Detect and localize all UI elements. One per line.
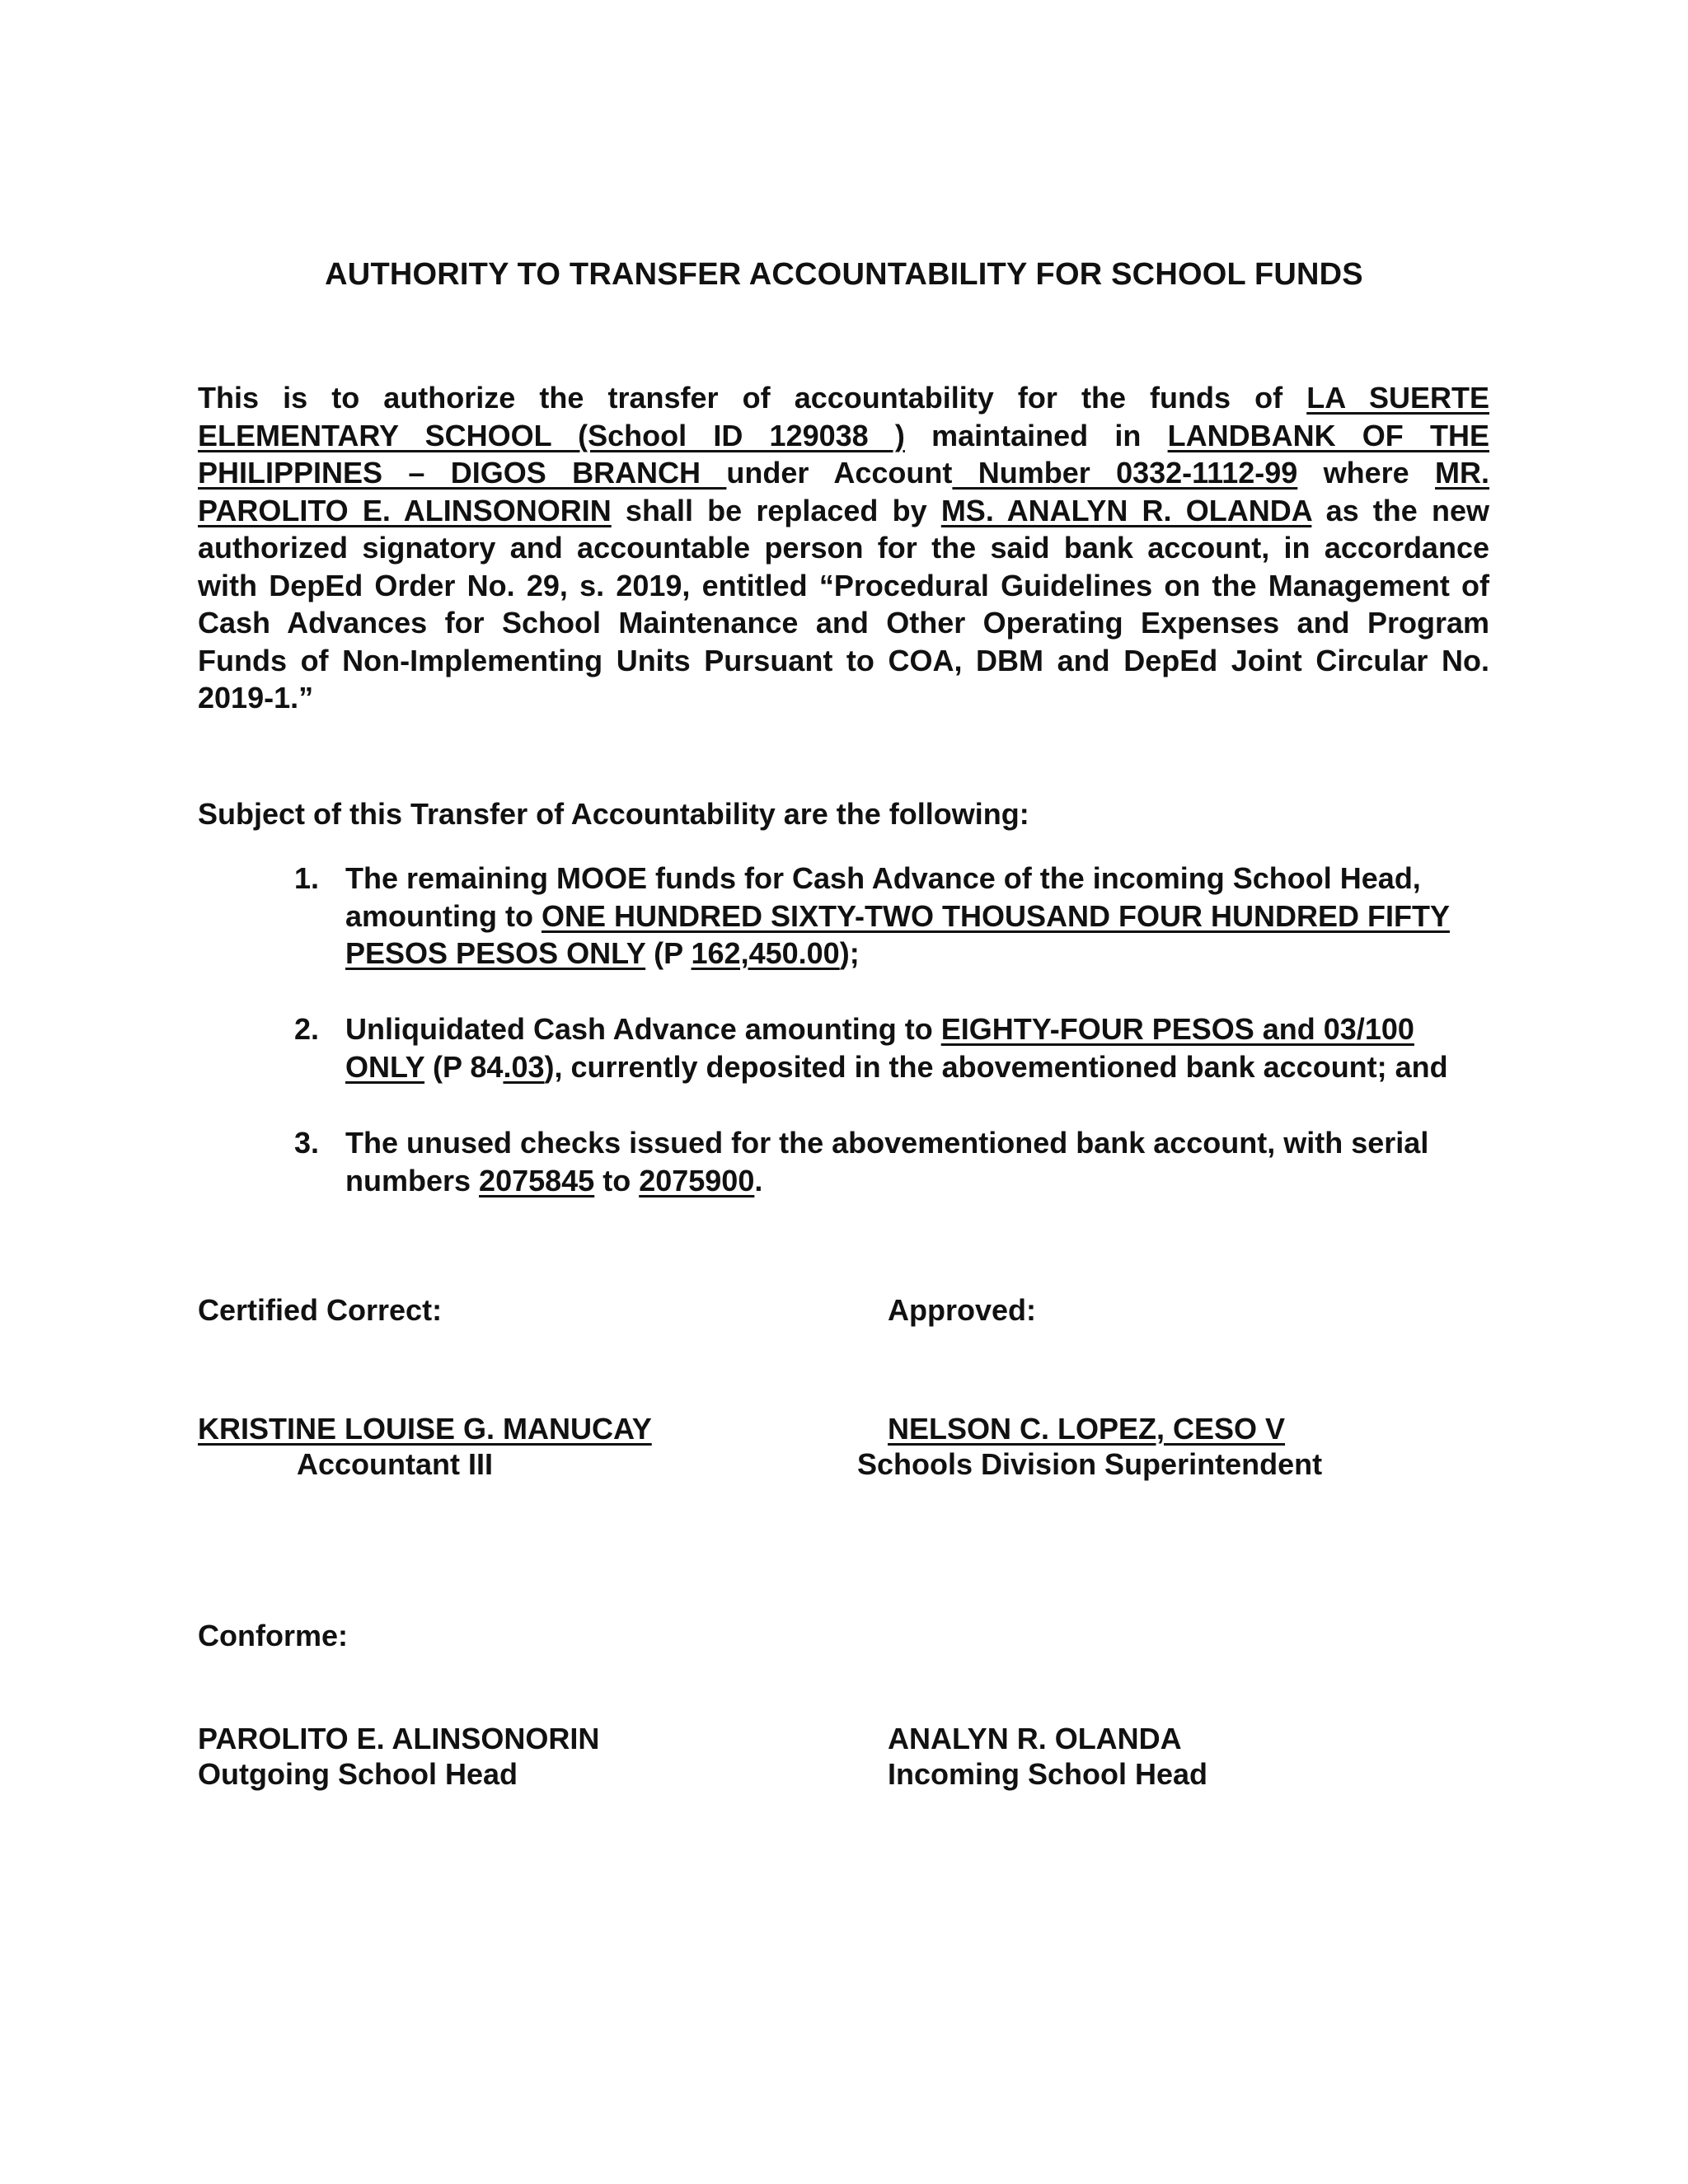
approver-title: Schools Division Superintendent: [857, 1447, 1323, 1481]
school-name: LA SUERTE ELEMENTARY SCHOOL (School ID 129038 ): [198, 381, 1489, 452]
list-text: The remaining MOOE funds for Cash Advance of the incoming School Head, amounting to: [345, 861, 1421, 933]
amount-in-words: EIGHTY-FOUR PESOS and 03/100 ONLY: [345, 1012, 1414, 1084]
outgoing-head-block: [198, 1721, 599, 1792]
paragraph-text: under Account: [726, 456, 953, 490]
conforme-label: Conforme:: [198, 1619, 348, 1652]
paragraph-text: where: [1297, 456, 1435, 490]
paragraph-text: as the new authorized signatory and accountable person for the said bank account, in accordance with DepEd Order No. 29, s. 2019, entitled “Procedural Guidelines on the Management of Cash Advances for School Maintenance and Other Operating Expenses and Program Funds of Non-Implementing Units Pursuant to COA, DBM and DepEd Joint Circular No. 2019-1.”: [198, 493, 1490, 715]
list-item: [294, 1010, 1498, 1085]
document-title: AUTHORITY TO TRANSFER ACCOUNTABILITY FOR SCHOOL FUNDS: [325, 257, 1363, 292]
list-text: The unused checks issued for the abovementioned bank account, with serial numbers: [345, 1126, 1429, 1197]
list-number: 3.: [294, 1126, 320, 1160]
incoming-signatory: MS. ANALYN R. OLANDA: [940, 493, 1312, 527]
certifier-name: KRISTINE LOUISE G. MANUCAY: [198, 1412, 652, 1446]
serial-start: 2075845: [479, 1163, 595, 1197]
list-number: 1.: [294, 861, 320, 895]
certified-correct-label: Certified Correct:: [198, 1293, 443, 1327]
approver-name: NELSON C. LOPEZ, CESO V: [888, 1412, 1286, 1446]
list-number: 2.: [294, 1012, 320, 1046]
amount-in-words: ONE HUNDRED SIXTY-TWO THOUSAND FOUR HUNDRED FIFTY PESOS PESOS ONLY: [345, 898, 1450, 970]
list-text: to: [594, 1163, 640, 1197]
outgoing-head-name: PAROLITO E. ALINSONORIN: [198, 1722, 600, 1755]
certifier-block: [198, 1411, 652, 1482]
list-text: .: [754, 1163, 763, 1197]
authorization-paragraph: [198, 379, 1489, 717]
account-number: Number 0332-1112-99: [952, 456, 1298, 490]
incoming-head-block: [888, 1721, 1207, 1792]
incoming-head-name: ANALYN R. OLANDA: [888, 1722, 1182, 1755]
outgoing-head-title: Outgoing School Head: [198, 1757, 518, 1791]
list-item: [294, 860, 1498, 972]
list-text: ), currently deposited in the abovementioned bank account; and: [544, 1049, 1448, 1084]
subject-heading: Subject of this Transfer of Accountability are the following:: [198, 797, 1029, 831]
amount-in-figures: 162,450.00: [691, 936, 840, 970]
outgoing-signatory: MR. PAROLITO E. ALINSONORIN: [198, 456, 1489, 527]
paragraph-text: This is to authorize the transfer of accountability for the funds of: [198, 381, 1307, 415]
paragraph-text: maintained in: [904, 418, 1168, 452]
certifier-title: Accountant III: [297, 1447, 494, 1481]
serial-end: 2075900: [639, 1163, 755, 1197]
paragraph-text: shall be replaced by: [611, 493, 941, 527]
bank-name: LANDBANK OF THE PHILIPPINES – DIGOS BRANCH: [198, 418, 1489, 490]
incoming-head-title: Incoming School Head: [888, 1757, 1208, 1791]
approved-label: Approved:: [888, 1293, 1036, 1327]
list-item: [294, 1124, 1498, 1199]
list-text: Unliquidated Cash Advance amounting to: [345, 1012, 941, 1046]
list-text: (P: [645, 936, 692, 970]
approver-block: [857, 1411, 1322, 1482]
list-text: );: [839, 936, 860, 970]
list-text: (P 84: [424, 1049, 504, 1084]
amount-in-figures: .03: [503, 1049, 545, 1084]
